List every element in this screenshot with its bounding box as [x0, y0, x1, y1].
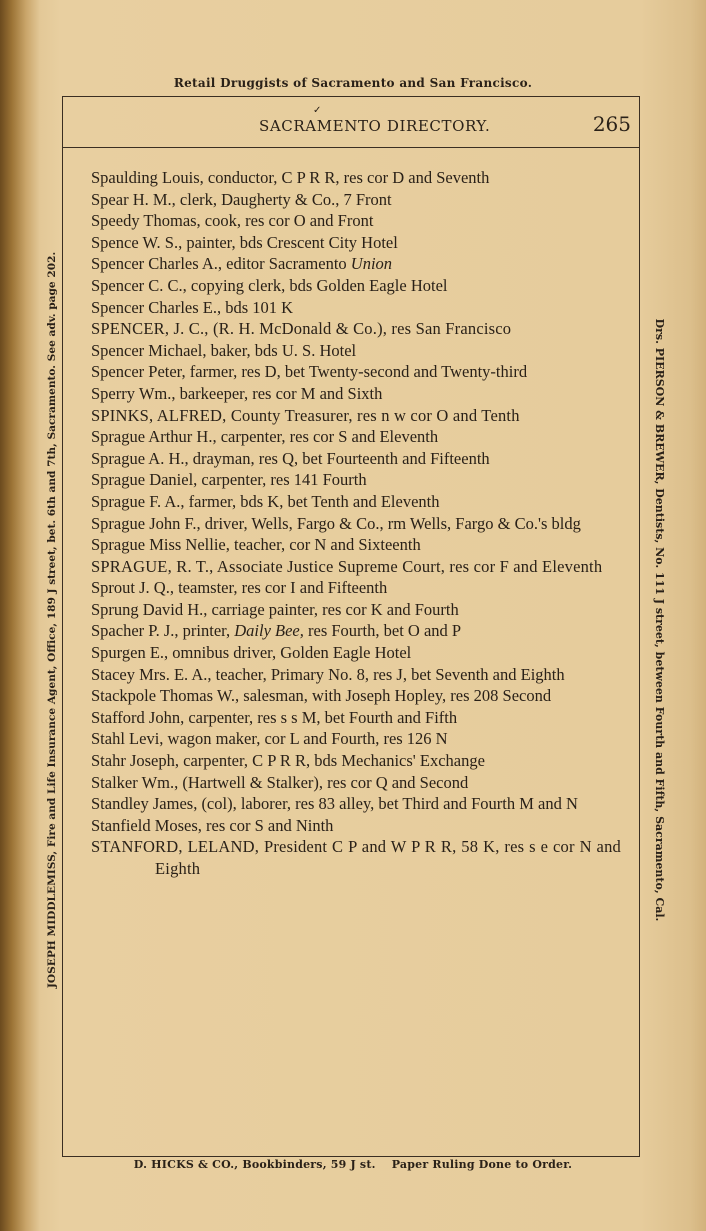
right-margin-advertisement: Drs. PIERSON & BREWER, Dentists, No. 111 J street, between Fourth and Fifth, Sacramento, Cal.: [653, 318, 666, 922]
entry-text: Spacher P. J., printer,: [91, 621, 235, 641]
list-item: Sprague Miss Nellie, teacher, cor N and Sixteenth: [91, 535, 421, 555]
directory-entries: [91, 167, 621, 880]
list-item: Sprout J. Q., teamster, res cor I and Fifteenth: [91, 578, 388, 598]
list-item: Stalker Wm., (Hartwell & Stalker), res cor Q and Second: [91, 772, 469, 792]
list-item: Standley James, (col), laborer, res 83 alley, bet Third and Fourth M and N: [91, 794, 578, 814]
list-item: Sprague Daniel, carpenter, res 141 Fourth: [91, 470, 367, 490]
list-item: Sprague F. A., farmer, bds K, bet Tenth and Eleventh: [91, 491, 440, 511]
list-item: Stackpole Thomas W., salesman, with Joseph Hopley, res 208 Second: [91, 686, 552, 706]
list-item: Sprague John F., driver, Wells, Fargo & Co., rm Wells, Fargo & Co.'s bldg: [91, 513, 581, 533]
left-margin-advertisement: JOSEPH MIDDLEMISS, Fire and Life Insurance Agent, Office, 189 J street, bet. 6th and 7th, Sacramento. See adv. page 202.: [46, 251, 58, 989]
list-item: SPENCER, J. C., (R. H. McDonald & Co.), res San Francisco: [91, 319, 512, 339]
list-item: Sprung David H., carriage painter, res cor K and Fourth: [91, 599, 459, 619]
list-item: Spencer Michael, baker, bds U. S. Hotel: [91, 340, 357, 360]
entry-italic: Union: [350, 254, 393, 274]
page-number: 265: [592, 112, 631, 136]
list-item: Speedy Thomas, cook, res cor O and Front: [91, 211, 374, 231]
page-frame: [62, 96, 640, 1157]
entry-italic: Daily Bee,: [234, 621, 304, 641]
list-item: Stafford John, carpenter, res s s M, bet Fourth and Fifth: [91, 707, 458, 727]
header-mark-icon: ✓: [313, 105, 322, 116]
list-item: Spaulding Louis, conductor, C P R R, res cor D and Seventh: [91, 168, 490, 187]
list-item: [91, 253, 621, 275]
entry-text-rest: res Fourth, bet O and P: [303, 621, 462, 641]
list-item: Stahl Levi, wagon maker, cor L and Fourth, res 126 N: [91, 729, 448, 749]
list-item: Spurgen E., omnibus driver, Golden Eagle Hotel: [91, 643, 412, 663]
bottom-advertisement: D. HICKS & CO., Bookbinders, 59 J st. Paper Ruling Done to Order.: [133, 1158, 573, 1171]
list-item: STANFORD, LELAND, President C P and W P R R, 58 K, res s e cor N and Eighth: [91, 837, 621, 878]
page-title: SACRAMENTO DIRECTORY.: [259, 117, 491, 135]
list-item: Sprague Arthur H., carpenter, res cor S and Eleventh: [91, 427, 439, 447]
list-item: SPRAGUE, R. T., Associate Justice Supreme Court, res cor F and Eleventh: [91, 556, 603, 576]
list-item: [91, 620, 621, 642]
entry-text: Spencer Charles A., editor Sacramento: [91, 254, 351, 274]
list-item: Spencer C. C., copying clerk, bds Golden Eagle Hotel: [91, 275, 448, 295]
list-item: Spence W. S., painter, bds Crescent City Hotel: [91, 232, 398, 252]
list-item: Spencer Charles E., bds 101 K: [91, 297, 294, 317]
list-item: Sprague A. H., drayman, res Q, bet Fourteenth and Fifteenth: [91, 448, 490, 468]
list-item: SPINKS, ALFRED, County Treasurer, res n w cor O and Tenth: [91, 405, 520, 425]
list-item: Stacey Mrs. E. A., teacher, Primary No. 8, res J, bet Seventh and Eighth: [91, 664, 565, 684]
list-item: Stanfield Moses, res cor S and Ninth: [91, 815, 334, 835]
list-item: Stahr Joseph, carpenter, C P R R, bds Mechanics' Exchange: [91, 751, 485, 771]
list-item: Spear H. M., clerk, Daugherty & Co., 7 Front: [91, 189, 392, 209]
top-advertisement: Retail Druggists of Sacramento and San Francisco.: [173, 76, 533, 90]
page-header: [63, 97, 639, 148]
list-item: Spencer Peter, farmer, res D, bet Twenty-second and Twenty-third: [91, 362, 528, 382]
list-item: Sperry Wm., barkeeper, res cor M and Sixth: [91, 383, 383, 403]
